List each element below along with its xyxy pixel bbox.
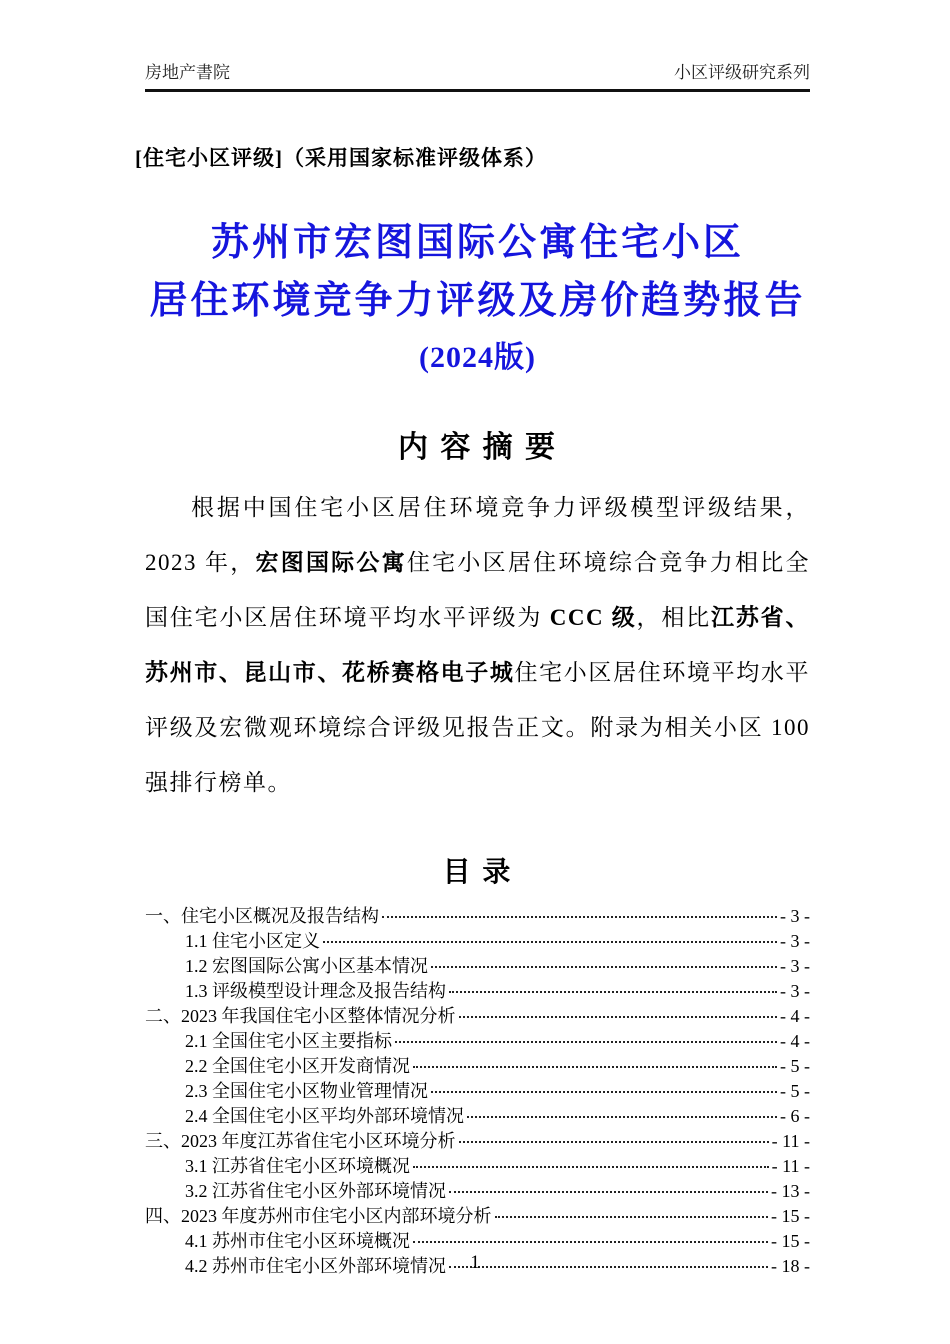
toc-entry-page: - 11 -: [771, 1156, 810, 1176]
toc-entry: [145, 1129, 810, 1154]
toc-entry-label: 四、2023 年度苏州市住宅小区内部环境分析: [145, 1206, 492, 1226]
header-left-brand: 房地产書院: [145, 63, 230, 82]
toc-entry-page: - 3 -: [780, 981, 810, 1001]
toc-dotted-leader: [323, 941, 777, 943]
toc-entry-label: 2.3 全国住宅小区物业管理情况: [185, 1081, 428, 1101]
toc-dotted-leader: [467, 1116, 777, 1118]
toc-entry-page: - 18 -: [771, 1256, 810, 1276]
toc-dotted-leader: [413, 1066, 777, 1068]
toc-entry: [145, 1179, 810, 1204]
toc-dotted-leader: [413, 1166, 769, 1168]
toc-entry-page: - 5 -: [780, 1081, 810, 1101]
toc-entry: [145, 1204, 810, 1229]
toc-entry-label: 3.2 江苏省住宅小区外部环境情况: [185, 1181, 446, 1201]
toc-entry: [145, 1079, 810, 1104]
toc-dotted-leader: [459, 1016, 778, 1018]
toc-list: [145, 904, 810, 1279]
toc-entry-page: - 3 -: [780, 956, 810, 976]
toc-dotted-leader: [431, 966, 777, 968]
report-title-line2: 居住环境竞争力评级及房价趋势报告: [149, 280, 806, 322]
toc-entry: [145, 929, 810, 954]
paragraph-run: ，相比: [636, 605, 712, 630]
paragraph-run: CCC 级: [549, 605, 637, 630]
paragraph-run: 江苏省、苏州市、昆山市、花桥赛格电子城: [145, 605, 810, 685]
toc-entry-label: 3.1 江苏省住宅小区环境概况: [185, 1156, 410, 1176]
toc-entry: [145, 904, 810, 929]
summary-paragraph: [145, 480, 810, 810]
toc-entry-label: 4.1 苏州市住宅小区环境概况: [185, 1231, 410, 1251]
toc-entry-label: 1.3 评级模型设计理念及报告结构: [185, 981, 446, 1001]
toc-dotted-leader: [395, 1041, 777, 1043]
toc-entry-page: - 4 -: [780, 1006, 810, 1026]
page-header: [145, 58, 810, 92]
toc-dotted-leader: [459, 1141, 769, 1143]
toc-entry-label: 2.1 全国住宅小区主要指标: [185, 1031, 392, 1051]
toc-dotted-leader: [413, 1241, 768, 1243]
rating-system-note: [住宅小区评级]（采用国家标准评级体系）: [135, 146, 547, 170]
toc-entry: [145, 1004, 810, 1029]
toc-entry-page: - 15 -: [771, 1231, 810, 1251]
toc-dotted-leader: [431, 1091, 777, 1093]
toc-entry-page: - 4 -: [780, 1031, 810, 1051]
toc-entry: [145, 1029, 810, 1054]
toc-entry: [145, 1154, 810, 1179]
page-content: [135, 0, 811, 1279]
toc-entry-label: 三、2023 年度江苏省住宅小区环境分析: [145, 1131, 456, 1151]
toc-dotted-leader: [449, 991, 777, 993]
toc-entry-label: 一、住宅小区概况及报告结构: [145, 906, 379, 926]
paragraph-run: 住宅小区居住环境平均水平评级及宏微观环境综合评级见报告正文。附录为相关小区 100 强排行榜单。: [145, 660, 811, 795]
toc-dotted-leader: [495, 1216, 769, 1218]
toc-entry-page: - 3 -: [780, 931, 810, 951]
report-title-block: [145, 214, 810, 378]
toc-heading: 目 录: [442, 856, 513, 887]
toc-entry-label: 2.4 全国住宅小区平均外部环境情况: [185, 1106, 464, 1126]
toc-entry-page: - 5 -: [780, 1056, 810, 1076]
toc-entry-label: 二、2023 年我国住宅小区整体情况分析: [145, 1006, 456, 1026]
summary-heading: 内 容 摘 要: [397, 431, 557, 464]
toc-entry-page: - 6 -: [780, 1106, 810, 1126]
toc-entry: [145, 954, 810, 979]
toc-entry-label: 4.2 苏州市住宅小区外部环境情况: [185, 1256, 446, 1276]
toc-entry: [145, 1104, 810, 1129]
toc-entry-label: 1.1 住宅小区定义: [185, 931, 320, 951]
toc-dotted-leader: [449, 1191, 768, 1193]
header-right-series: 小区评级研究系列: [674, 63, 810, 82]
toc-entry-page: - 11 -: [771, 1131, 810, 1151]
toc-entry-label: 2.2 全国住宅小区开发商情况: [185, 1056, 410, 1076]
paragraph-run: 根据中国住宅小区居住环境竞争力评级模型评级结果，2023 年，: [145, 495, 810, 575]
toc-entry-page: - 13 -: [771, 1181, 810, 1201]
toc-entry-page: - 3 -: [780, 906, 810, 926]
report-edition: (2024版): [419, 341, 536, 374]
report-title-line1: 苏州市宏图国际公寓住宅小区: [210, 222, 744, 264]
toc-entry: [145, 1229, 810, 1254]
toc-entry-label: 1.2 宏图国际公寓小区基本情况: [185, 956, 428, 976]
paragraph-run: 住宅小区居住环境综合竞争力相比全国住宅小区居住环境平均水平评级为: [145, 550, 811, 630]
toc-dotted-leader: [382, 916, 777, 918]
toc-entry: [145, 979, 810, 1004]
toc-entry: [145, 1054, 810, 1079]
toc-entry-page: - 15 -: [771, 1206, 810, 1226]
paragraph-run: 宏图国际公寓: [255, 550, 407, 575]
footer-page-number: 1: [470, 1252, 480, 1273]
